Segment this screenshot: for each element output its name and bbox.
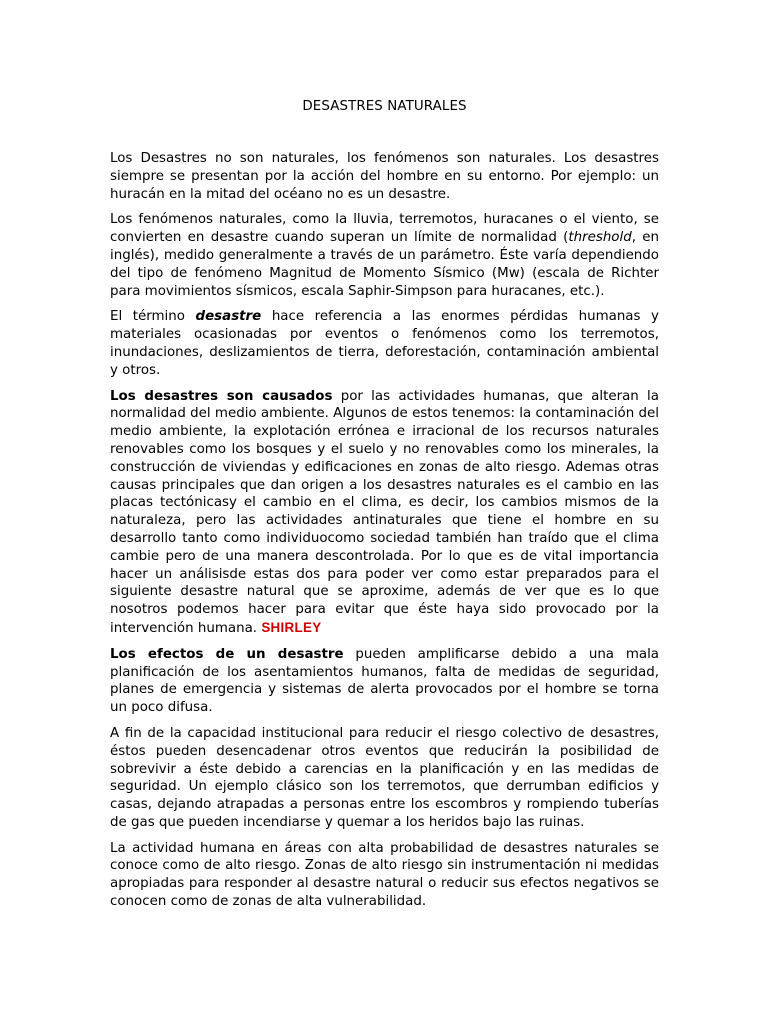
document-title: DESASTRES NATURALES bbox=[302, 99, 467, 114]
paragraph-3-bold-italic: desastre bbox=[195, 309, 262, 325]
paragraph-3 bbox=[110, 308, 659, 379]
paragraph-2-text-b: , en inglés), medido generalmente a través de un parámetro. Éste varía dependiendo del tipo de fenómeno Magnitud de Momento Sísmico (Mw) (escala de Richter para movimientos sísmicos, escala Saphir-Simpson para huracanes, etc.). bbox=[110, 230, 659, 299]
paragraph-4-text: por las actividades humanas, que alteran la normalidad del medio ambiente. Algunos de estos tenemos: la contaminación del medio ambiente, la explotación errónea e irracional de los recursos naturales renovables como los bosques y el suelo y no renovables como los minerales, la construcción de viviendas y edificaciones en zonas de alto riesgo. Ademas otras causas principales que dan origen a los desastres naturales es el cambio en las placas tectónicasy el cambio en el clima, es decir, los cambios mismos de la naturaleza, pero las actividades antinaturales que tiene el hombre en su desarrollo tanto como individuocomo sociedad también han traído que el clima cambie pero de una manera descontrolada. Por lo que es de vital importancia hacer un análisisde estas dos para poder ver como estar preparados para el siguiente desastre natural que se aproxime, además de ver que es lo que nosotros podemos hacer para evitar que éste haya sido provocado por la intervención humana. bbox=[110, 388, 659, 636]
paragraph-3-text-b: hace referencia a las enormes pérdidas humanas y materiales ocasionadas por eventos o fenómenos como los terremotos, inundaciones, deslizamientos de tierra, deforestación, contaminación ambiental y otros. bbox=[110, 309, 659, 378]
paragraph-2-text-a: Los fenómenos naturales, como la lluvia, terremotos, huracanes o el viento, se convierten en desastre cuando superan un límite de normalidad ( bbox=[110, 212, 659, 246]
paragraph-4 bbox=[110, 388, 659, 638]
paragraph-2 bbox=[110, 211, 659, 300]
paragraph-6: A fin de la capacidad institucional para reducir el riesgo colectivo de desastres, éstos pueden desencadenar otros eventos que reducirán la posibilidad de sobrevivir a éste debido a carencias en la planificación y en las medidas de seguridad. Un ejemplo clásico son los terremotos, que derrumban edificios y casas, dejando atrapadas a personas entre los escombros y rompiendo tuberías de gas que pueden incendiarse y quemar a los heridos bajo las ruinas. bbox=[110, 725, 659, 830]
paragraph-2-italic: threshold bbox=[568, 230, 632, 246]
paragraph-3-text-a: El término bbox=[110, 309, 196, 325]
document-page bbox=[110, 0, 659, 1024]
author-signature: SHIRLEY bbox=[261, 619, 322, 635]
paragraph-5-bold: Los efectos de un desastre bbox=[110, 646, 344, 662]
document-body bbox=[110, 150, 659, 919]
paragraph-5 bbox=[110, 646, 659, 717]
paragraph-7: La actividad humana en áreas con alta probabilidad de desastres naturales se conoce como de alto riesgo. Zonas de alto riesgo sin instrumentación ni medidas apropiadas para responder al desastre natural o reducir sus efectos negativos se conocen como de zonas de alta vulnerabilidad. bbox=[110, 840, 659, 910]
paragraph-4-bold: Los desastres son causados bbox=[110, 388, 333, 404]
paragraph-5-text: pueden amplificarse debido a una mala planificación de los asentamientos humanos, falta de medidas de seguridad, planes de emergencia y sistemas de alerta provocados por el hombre se torna un poco difusa. bbox=[110, 646, 659, 716]
paragraph-1: Los Desastres no son naturales, los fenómenos son naturales. Los desastres siempre se presentan por la acción del hombre en su entorno. Por ejemplo: un huracán en la mitad del océano no es un desastre. bbox=[110, 151, 659, 202]
